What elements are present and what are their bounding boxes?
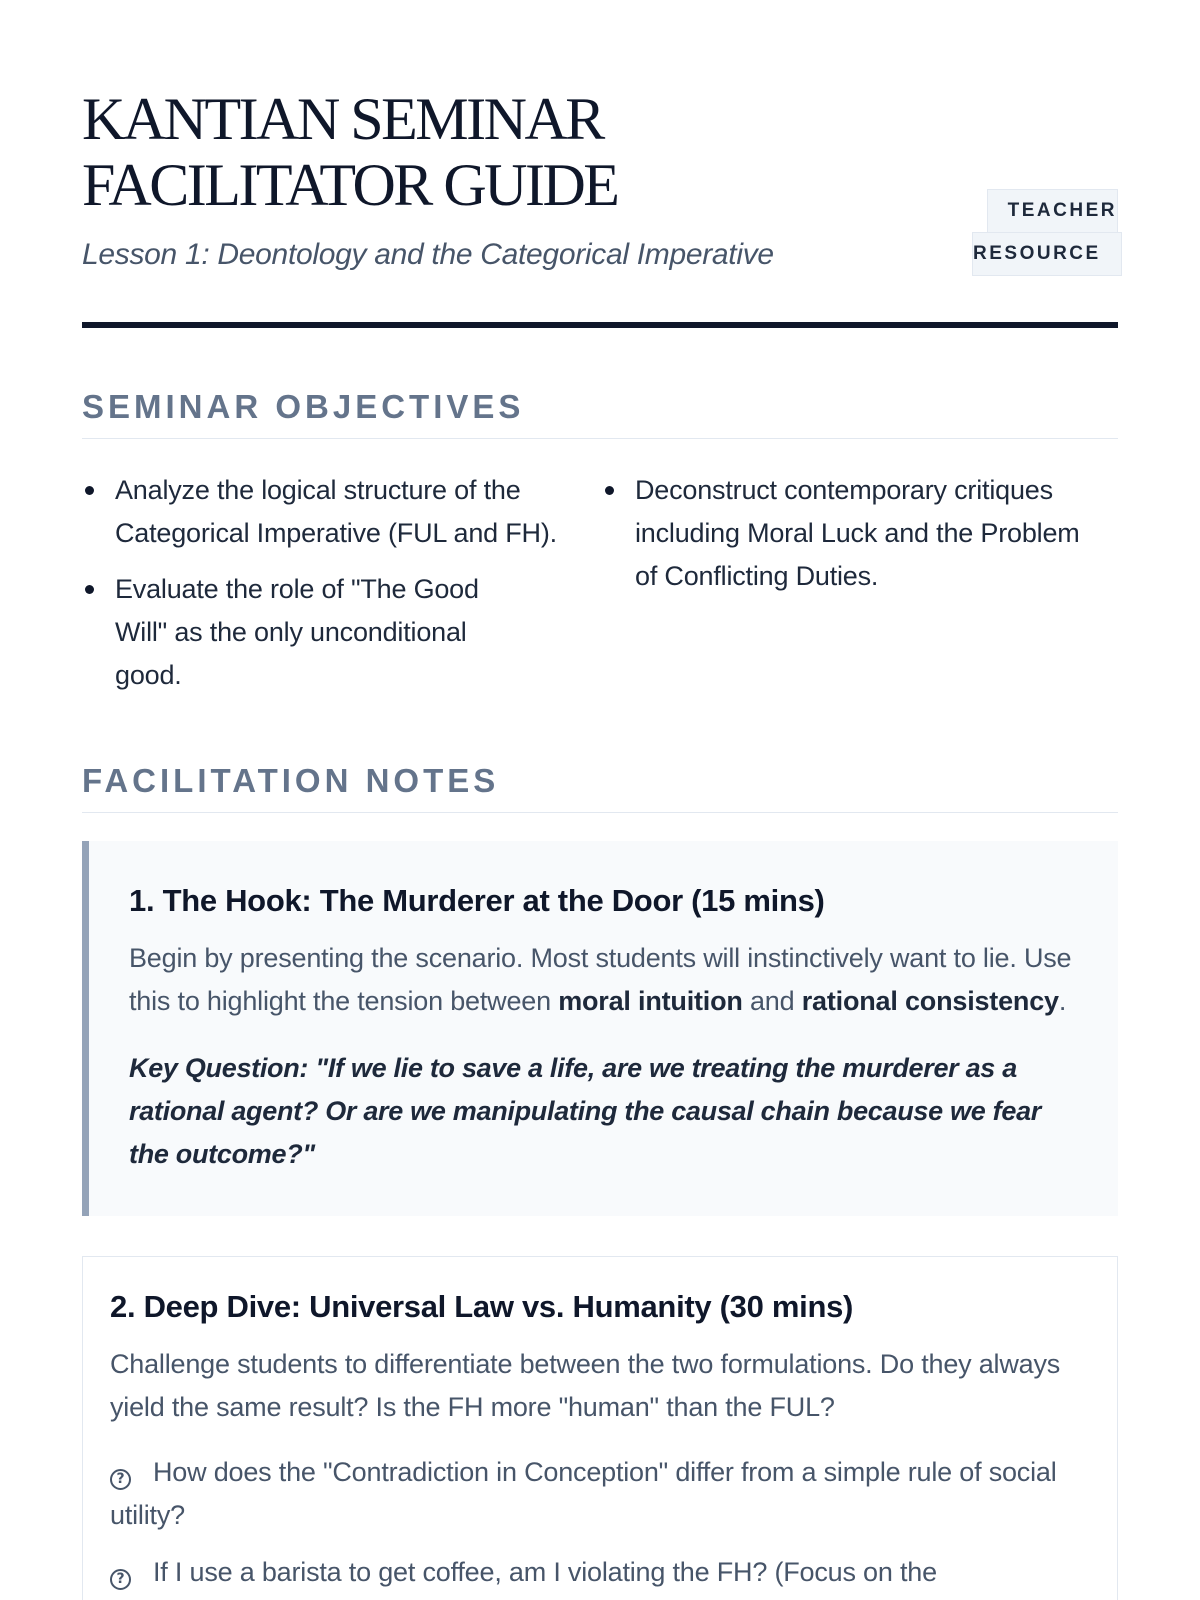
deep-dive-title: 2. Deep Dive: Universal Law vs. Humanity (30 mins) [110,1289,854,1324]
deep-dive-note-card [82,1256,1118,1600]
discussion-prompt-text: If I use a barista to get coffee, am I violating the FH? (Focus on the [153,1557,937,1587]
deep-dive-body: Challenge students to differentiate between the two formulations. Do they always yield the same result? Is the FH more "human" than the FUL? [110,1349,1061,1422]
objective-item: Evaluate the role of "The Good Will" as the only unconditional good. [82,568,535,697]
hook-body-text-1: Begin by presenting the scenario. Most students will instinctively want to lie. Use this to highlight the tension between [129,943,1072,1016]
objectives-section [82,388,1118,710]
facilitation-notes-section [82,762,1118,1600]
title-line-2: FACILITATOR GUIDE [82,152,618,218]
hook-emphasis-rational-consistency: rational consistency [801,986,1059,1016]
title-line-1: KANTIAN SEMINAR [82,86,603,152]
question-circle-icon: ? [110,1469,131,1490]
facilitation-notes-heading: FACILITATION NOTES [82,762,1118,813]
discussion-prompt [110,1551,1091,1594]
badge-line-2: RESOURCE [972,232,1122,276]
hook-body-text-2: and [742,986,802,1016]
objectives-grid [82,469,1118,710]
objectives-column-left [82,469,598,710]
objective-item: Deconstruct contemporary critiques including Moral Luck and the Problem of Conflicting Duties. [602,469,1095,598]
discussion-prompt [110,1451,1091,1537]
hook-body-text-3: . [1058,986,1067,1016]
document-title [82,86,1118,218]
hook-emphasis-moral-intuition: moral intuition [558,986,743,1016]
badge-line-1: TEACHER [987,189,1118,233]
objectives-column-right [598,469,1118,710]
document-header [82,0,1118,328]
objective-item: Analyze the logical structure of the Categorical Imperative (FUL and FH). [82,469,575,555]
hook-body [129,937,1080,1023]
hook-key-question: Key Question: "If we lie to save a life, are we treating the murderer as a rational agent? Or are we manipulating the causal chain because we fear the outcome?" [129,1053,1041,1169]
lesson-subtitle: Lesson 1: Deontology and the Categorical Imperative [82,238,774,271]
hook-note-card [82,841,1118,1216]
objectives-heading: SEMINAR OBJECTIVES [82,388,1118,439]
teacher-resource-badge [972,189,1118,276]
discussion-prompt-text: How does the "Contradiction in Conception" differ from a simple rule of social utility? [110,1457,1057,1530]
question-circle-icon: ? [110,1569,131,1590]
hook-title: 1. The Hook: The Murderer at the Door (15 mins) [129,883,825,918]
